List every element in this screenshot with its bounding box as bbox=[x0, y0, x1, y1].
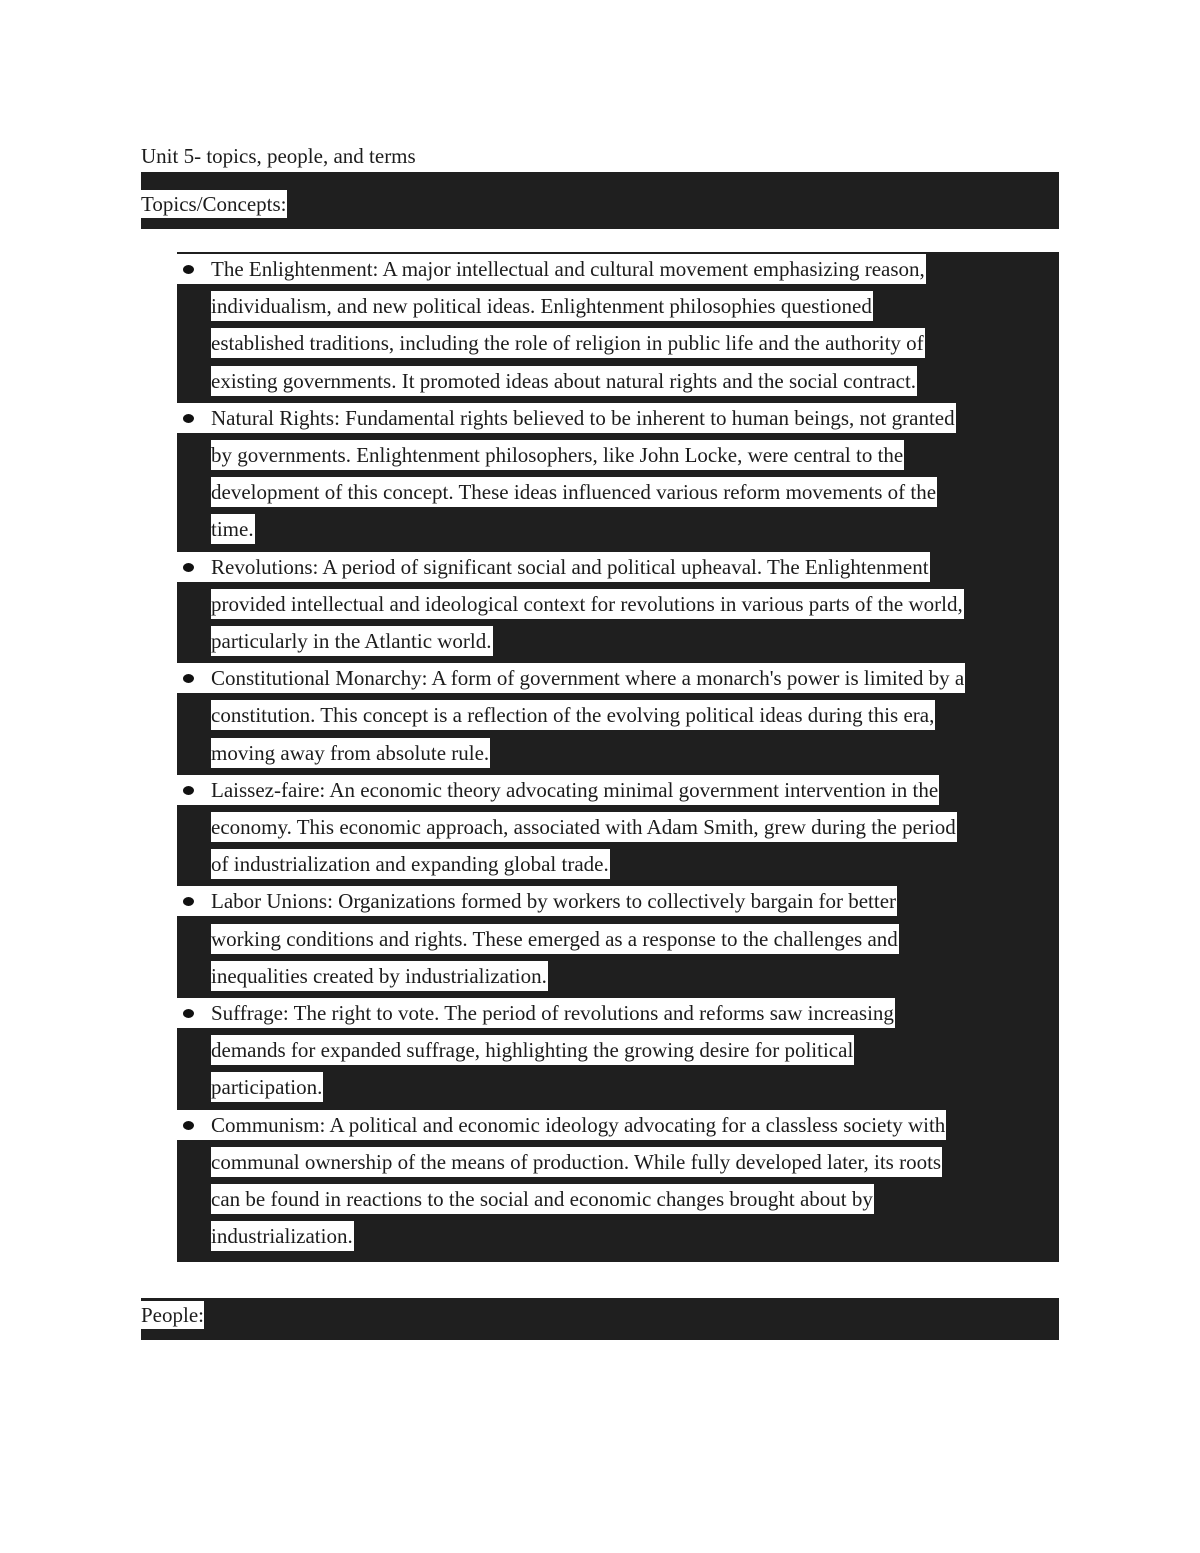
topics-list bbox=[177, 252, 1059, 1262]
list-item-text-line: by governments. Enlightenment philosophers, like John Locke, were central to the bbox=[211, 440, 904, 470]
list-item-text-line: can be found in reactions to the social and economic changes brought about by bbox=[211, 1184, 874, 1214]
list-item-text-line: of industrialization and expanding global trade. bbox=[211, 849, 610, 879]
list-item-text-line: Communism: A political and economic ideology advocating for a classless society with bbox=[211, 1110, 946, 1140]
bullet-icon bbox=[183, 786, 194, 795]
topics-heading-bar bbox=[141, 172, 1059, 229]
list-item-text-line: inequalities created by industrialization. bbox=[211, 961, 548, 991]
list-item-text-line: Laissez-faire: An economic theory advocating minimal government intervention in the bbox=[211, 775, 939, 805]
bullet-icon bbox=[183, 1009, 194, 1018]
list-item-text-line: Suffrage: The right to vote. The period of revolutions and reforms saw increasing bbox=[211, 998, 895, 1028]
list-item-text-line: constitution. This concept is a reflection of the evolving political ideas during this era, bbox=[211, 700, 935, 730]
list-item-text-line: time. bbox=[211, 514, 255, 544]
list-item-text-line: Constitutional Monarchy: A form of government where a monarch's power is limited by a bbox=[211, 663, 965, 693]
bullet-icon bbox=[183, 1121, 194, 1130]
list-item-text-line: industrialization. bbox=[211, 1221, 354, 1251]
list-item-text-line: existing governments. It promoted ideas about natural rights and the social contract. bbox=[211, 366, 917, 396]
list-item-text-line: moving away from absolute rule. bbox=[211, 738, 490, 768]
people-heading-bar bbox=[141, 1298, 1059, 1340]
list-item-text-line: communal ownership of the means of production. While fully developed later, its roots bbox=[211, 1147, 942, 1177]
list-item-text-line: Natural Rights: Fundamental rights believed to be inherent to human beings, not granted bbox=[211, 403, 956, 433]
page-title: Unit 5- topics, people, and terms bbox=[141, 144, 416, 168]
list-item-text-line: provided intellectual and ideological context for revolutions in various parts of the world, bbox=[211, 589, 964, 619]
list-item-text-line: development of this concept. These ideas influenced various reform movements of the bbox=[211, 477, 937, 507]
people-heading: People: bbox=[141, 1303, 204, 1327]
list-item-text-line: demands for expanded suffrage, highlighting the growing desire for political bbox=[211, 1035, 854, 1065]
list-item-text-line: individualism, and new political ideas. Enlightenment philosophies questioned bbox=[211, 291, 873, 321]
list-item-text-line: established traditions, including the role of religion in public life and the authority of bbox=[211, 328, 925, 358]
bullet-icon bbox=[183, 563, 194, 572]
bullet-icon bbox=[183, 414, 194, 423]
bullet-icon bbox=[183, 265, 194, 274]
list-item-text-line: economy. This economic approach, associated with Adam Smith, grew during the period bbox=[211, 812, 957, 842]
list-item-text-line: Revolutions: A period of significant social and political upheaval. The Enlightenment bbox=[211, 552, 930, 582]
list-item-text-line: Labor Unions: Organizations formed by workers to collectively bargain for better bbox=[211, 886, 897, 916]
list-item-text-line: participation. bbox=[211, 1072, 323, 1102]
topics-heading: Topics/Concepts: bbox=[141, 192, 287, 216]
list-item-text-line: working conditions and rights. These emerged as a response to the challenges and bbox=[211, 924, 899, 954]
list-item-text-line: The Enlightenment: A major intellectual and cultural movement emphasizing reason, bbox=[211, 254, 926, 284]
list-item-text-line: particularly in the Atlantic world. bbox=[211, 626, 493, 656]
